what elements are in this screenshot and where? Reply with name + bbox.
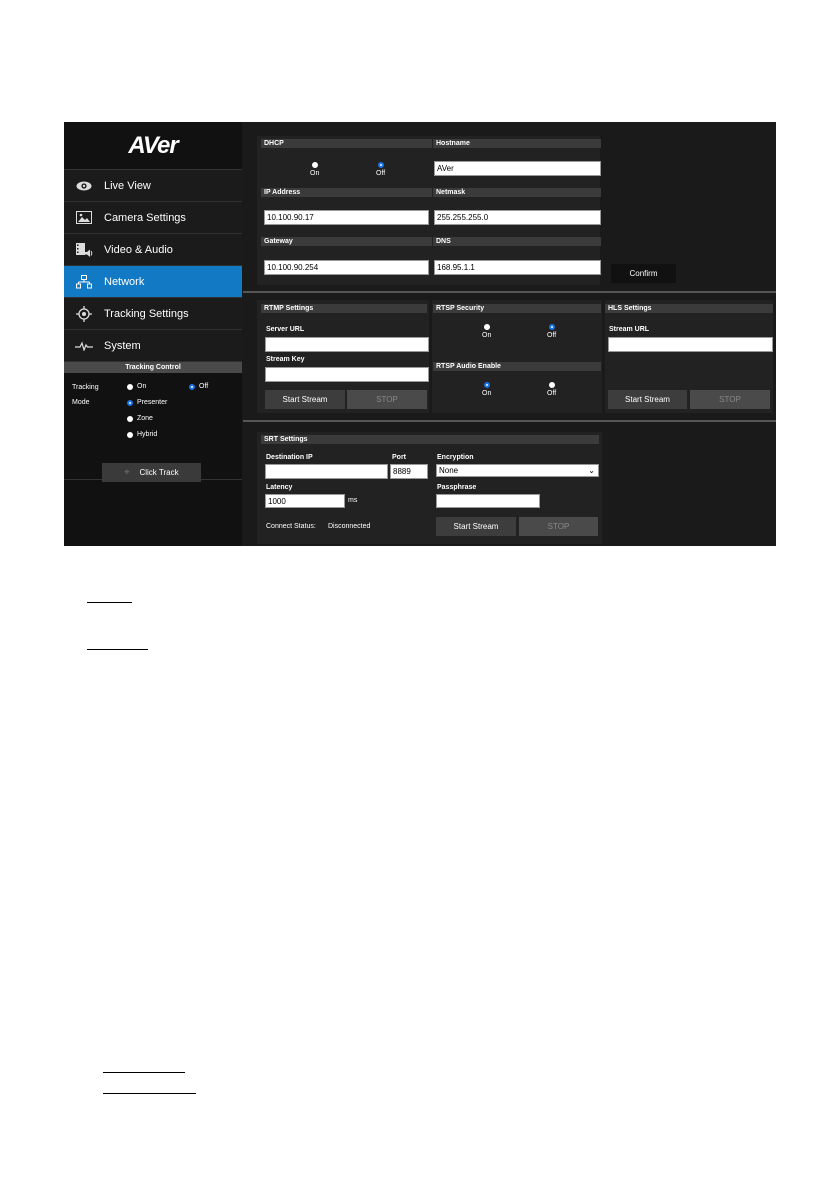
image-icon [64, 211, 104, 224]
encryption-label: Encryption [437, 454, 474, 461]
nav-system[interactable] [64, 330, 242, 362]
radio-checked-icon [484, 382, 490, 388]
stream-key-input[interactable] [265, 367, 429, 382]
network-icon [64, 275, 104, 289]
stream-url-label: Stream URL [609, 326, 650, 333]
radio-label: Off [199, 383, 209, 390]
passphrase-input[interactable] [436, 494, 540, 508]
rtsp-panel [432, 300, 602, 413]
crosshair-icon [64, 306, 104, 322]
pulse-icon [64, 341, 104, 351]
nav-camera-settings[interactable] [64, 202, 242, 234]
nav-live-view[interactable] [64, 170, 242, 202]
tracking-control-title: Tracking Control [64, 362, 242, 373]
gateway-input[interactable]: 10.100.90.254 [264, 260, 429, 275]
radio-icon [549, 382, 555, 388]
rtmp-start-stream-button[interactable]: Start Stream [265, 390, 345, 409]
passphrase-label: Passphrase [437, 484, 477, 491]
radio-label: Zone [137, 415, 153, 422]
radio-label: On [137, 383, 147, 390]
stream-key-label: Stream Key [266, 356, 305, 363]
ip-address-input[interactable]: 10.100.90.17 [264, 210, 429, 225]
tracking-off-radio[interactable] [189, 383, 208, 390]
hostname-input[interactable]: AVer [434, 161, 601, 176]
nav-label: Video & Audio [104, 243, 173, 256]
radio-label: On [310, 170, 320, 177]
tracking-on-radio[interactable] [127, 383, 146, 390]
rtsp-security-header: RTSP Security [433, 304, 601, 313]
underline-mark [103, 1093, 196, 1094]
underline-mark [103, 1072, 185, 1073]
latency-unit: ms [348, 497, 358, 504]
port-input[interactable]: 8889 [390, 464, 428, 479]
confirm-button[interactable]: Confirm [611, 264, 676, 283]
destination-ip-input[interactable] [265, 464, 388, 479]
latency-input[interactable]: 1000 [265, 494, 345, 508]
netmask-input[interactable]: 255.255.255.0 [434, 210, 601, 225]
radio-label: Hybrid [137, 431, 158, 438]
radio-label: Off [547, 390, 557, 397]
section-divider [243, 291, 776, 293]
srt-stop-button[interactable]: STOP [519, 517, 598, 536]
dhcp-off-radio[interactable] [376, 162, 385, 177]
connect-status-value: Disconnected [328, 523, 371, 530]
hostname-header: Hostname [433, 139, 601, 148]
hls-start-stream-button[interactable]: Start Stream [608, 390, 687, 409]
aver-logo: AVer [64, 122, 242, 170]
gateway-header: Gateway [261, 237, 432, 246]
rtsp-security-off-radio[interactable] [547, 324, 556, 339]
server-url-label: Server URL [266, 326, 305, 333]
radio-icon [127, 416, 133, 422]
dhcp-on-radio[interactable] [310, 162, 319, 177]
radio-icon [484, 324, 490, 330]
nav-label: System [104, 339, 141, 352]
underline-mark [87, 602, 132, 603]
nav-video-audio[interactable] [64, 234, 242, 266]
underline-mark [87, 649, 148, 650]
radio-label: On [482, 332, 492, 339]
radio-checked-icon [549, 324, 555, 330]
eye-icon [64, 181, 104, 191]
rtsp-audio-header: RTSP Audio Enable [433, 362, 601, 371]
radio-label: Off [376, 170, 386, 177]
encryption-select[interactable] [436, 464, 599, 477]
section-divider [243, 420, 776, 422]
port-label: Port [392, 454, 406, 461]
mode-hybrid-radio[interactable] [127, 431, 157, 438]
rtsp-audio-off-radio[interactable] [547, 382, 556, 397]
dns-header: DNS [433, 237, 601, 246]
nav-network[interactable] [64, 266, 242, 298]
encryption-selected-value: None [439, 466, 459, 475]
ip-address-header: IP Address [261, 188, 432, 197]
click-track-label: Click Track [139, 468, 179, 477]
crosshair-icon: ⌖ [124, 467, 130, 477]
radio-label: Presenter [137, 399, 168, 406]
sidebar [64, 122, 242, 546]
mode-label: Mode [72, 399, 90, 406]
nav-label: Camera Settings [104, 211, 186, 224]
server-url-input[interactable] [265, 337, 429, 352]
rtmp-header: RTMP Settings [261, 304, 427, 313]
hls-stop-button[interactable]: STOP [690, 390, 770, 409]
radio-icon [312, 162, 318, 168]
rtsp-security-on-radio[interactable] [482, 324, 491, 339]
latency-label: Latency [266, 484, 293, 491]
chevron-down-icon: ⌄ [588, 466, 595, 475]
click-track-button[interactable] [102, 463, 201, 482]
radio-label: Off [547, 332, 557, 339]
srt-header: SRT Settings [261, 435, 599, 444]
netmask-header: Netmask [433, 188, 601, 197]
rtmp-stop-button[interactable]: STOP [347, 390, 427, 409]
stream-url-input[interactable] [608, 337, 773, 352]
radio-checked-icon [127, 400, 133, 406]
mode-zone-radio[interactable] [127, 415, 153, 422]
dns-input[interactable]: 168.95.1.1 [434, 260, 601, 275]
radio-icon [127, 432, 133, 438]
web-ui-screenshot [64, 122, 776, 546]
connect-status-label: Connect Status: [266, 523, 316, 530]
radio-checked-icon [378, 162, 384, 168]
mode-presenter-radio[interactable] [127, 399, 167, 406]
tracking-label: Tracking [72, 384, 99, 391]
destination-ip-label: Destination IP [266, 454, 313, 461]
film-audio-icon [64, 242, 104, 258]
rtsp-audio-on-radio[interactable] [482, 382, 491, 397]
nav-label: Tracking Settings [104, 307, 189, 320]
nav-label: Network [104, 275, 145, 288]
radio-label: On [482, 390, 492, 397]
dhcp-header: DHCP [261, 139, 432, 148]
hls-header: HLS Settings [605, 304, 773, 313]
radio-checked-icon [189, 384, 195, 390]
tracking-control-panel [64, 373, 242, 480]
nav-label: Live View [104, 179, 151, 192]
srt-start-stream-button[interactable]: Start Stream [436, 517, 516, 536]
radio-icon [127, 384, 133, 390]
nav-tracking-settings[interactable] [64, 298, 242, 330]
